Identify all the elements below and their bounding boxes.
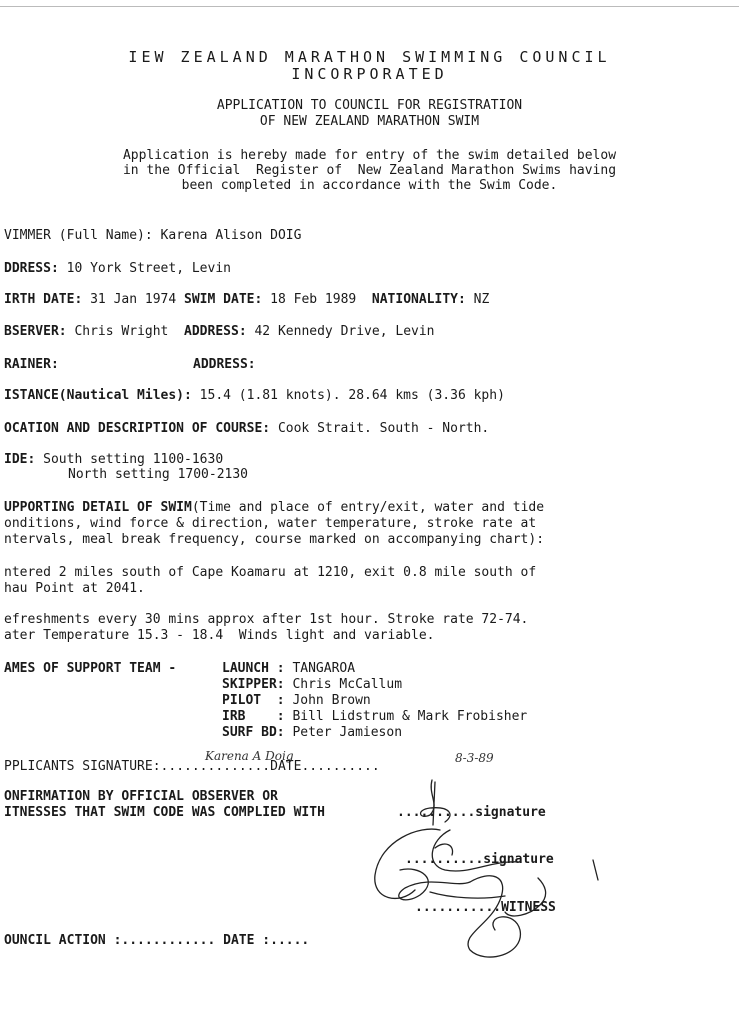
support-team-row <box>222 709 527 724</box>
intro-line2: in the Official Register of New Zealand Marathon Swims having <box>122 163 617 178</box>
supporting-line3: ntervals, meal break frequency, course marked on accompanying chart): <box>4 532 545 547</box>
council-date-label: DATE : <box>223 933 271 948</box>
support-team-row <box>222 725 402 740</box>
support-name: John Brown <box>292 693 371 708</box>
intro-line1: Application is hereby made for entry of the swim detailed below <box>122 148 617 163</box>
support-role: PILOT : <box>222 693 285 708</box>
distance-label: ISTANCE(Nautical Miles): <box>4 388 192 403</box>
location-value: Cook Strait. South - North. <box>277 421 490 436</box>
support-name: Peter Jamieson <box>292 725 403 740</box>
tide-value-north: North setting 1700-2130 <box>68 467 249 482</box>
witness-word: WITNESS <box>501 900 556 915</box>
supporting-row <box>4 500 544 515</box>
form-title-line1: APPLICATION TO COUNCIL FOR REGISTRATION <box>216 98 523 113</box>
swimmer-value: Karena Alison DOIG <box>160 228 302 243</box>
council-action-label: OUNCIL ACTION : <box>4 933 122 948</box>
address-value: 10 York Street, Levin <box>66 261 231 276</box>
supporting-line7: ater Temperature 15.3 - 18.4 Winds light and variable. <box>4 628 435 643</box>
tide-value-south: South setting 1100-1630 <box>43 452 224 467</box>
swimmer-row <box>4 228 301 243</box>
second-signature-dots: .......... <box>405 852 484 867</box>
support-role: SKIPPER: <box>222 677 285 692</box>
applicant-date-label: DATE <box>270 759 302 774</box>
trainer-label: RAINER: <box>4 357 59 372</box>
applicant-handwritten-date: 8-3-89 <box>455 751 494 765</box>
applicant-signature-label: PPLICANTS SIGNATURE: <box>4 759 161 774</box>
supporting-line1: (Time and place of entry/exit, water and tide <box>191 500 545 515</box>
supporting-line5: hau Point at 2041. <box>4 581 145 596</box>
support-role: IRB : <box>222 709 285 724</box>
witness-signatures-scribble <box>360 770 620 970</box>
address-row <box>4 261 231 276</box>
tide-label: IDE: <box>4 452 36 467</box>
birth-date-label: IRTH DATE: <box>4 292 83 307</box>
intro-line3: been completed in accordance with the Swim Code. <box>181 178 558 193</box>
distance-value: 15.4 (1.81 knots). 28.64 kms (3.36 kph) <box>199 388 505 403</box>
swim-date-value: 18 Feb 1989 <box>270 292 357 307</box>
witness-dots: ........... <box>415 900 502 915</box>
observer-row <box>4 324 435 339</box>
council-action-row <box>4 933 309 948</box>
confirmation-line2: ITNESSES THAT SWIM CODE WAS COMPLIED WITH <box>4 805 325 820</box>
support-name: TANGAROA <box>292 661 356 676</box>
confirmation-line1: ONFIRMATION BY OFFICIAL OBSERVER OR <box>4 789 278 804</box>
dates-row <box>4 292 489 307</box>
support-name: Chris McCallum <box>292 677 403 692</box>
location-label: OCATION AND DESCRIPTION OF COURSE: <box>4 421 271 436</box>
supporting-line2: onditions, wind force & direction, water temperature, stroke rate at <box>4 516 537 531</box>
observer-signature-dots: .......... <box>397 805 476 820</box>
applicant-signature-dots: .............. <box>160 759 271 774</box>
council-action-dots: ............ <box>121 933 216 948</box>
distance-row <box>4 388 505 403</box>
supporting-label: UPPORTING DETAIL OF SWIM <box>4 500 192 515</box>
observer-address-value: 42 Kennedy Drive, Levin <box>254 324 435 339</box>
council-incorporated-heading: INCORPORATED <box>291 65 448 83</box>
observer-value: Chris Wright <box>74 324 169 339</box>
support-role: SURF BD: <box>222 725 285 740</box>
swimmer-label: VIMMER (Full Name): <box>4 228 153 243</box>
support-role: LAUNCH : <box>222 661 285 676</box>
support-name: Bill Lidstrum & Mark Frobisher <box>292 709 528 724</box>
support-team-row <box>222 693 371 708</box>
top-rule <box>0 6 739 7</box>
observer-label: BSERVER: <box>4 324 67 339</box>
supporting-line4: ntered 2 miles south of Cape Koamaru at 1210, exit 0.8 mile south of <box>4 565 537 580</box>
swim-date-label: SWIM DATE: <box>184 292 263 307</box>
address-label: DDRESS: <box>4 261 59 276</box>
applicant-handwritten-signature: Karena A Doig <box>205 749 294 763</box>
second-signature-word: signature <box>483 852 554 867</box>
support-team-row <box>222 677 402 692</box>
support-team-row <box>222 661 355 676</box>
observer-address-label: ADDRESS: <box>184 324 247 339</box>
observer-signature-word: signature <box>475 805 546 820</box>
applicant-date-dots: .......... <box>301 759 380 774</box>
applicant-signature-row <box>4 759 380 774</box>
council-name-heading: IEW ZEALAND MARATHON SWIMMING COUNCIL <box>128 48 611 66</box>
council-date-dots: ..... <box>270 933 310 948</box>
birth-date-value: 31 Jan 1974 <box>90 292 177 307</box>
tide-row <box>4 452 223 467</box>
trainer-address-label: ADDRESS: <box>193 357 256 372</box>
form-title-line2: OF NEW ZEALAND MARATHON SWIM <box>259 114 480 129</box>
support-team-label: AMES OF SUPPORT TEAM - <box>4 661 177 676</box>
supporting-line6: efreshments every 30 mins approx after 1st hour. Stroke rate 72-74. <box>4 612 529 627</box>
nationality-value: NZ <box>473 292 490 307</box>
nationality-label: NATIONALITY: <box>371 292 466 307</box>
location-row <box>4 421 489 436</box>
